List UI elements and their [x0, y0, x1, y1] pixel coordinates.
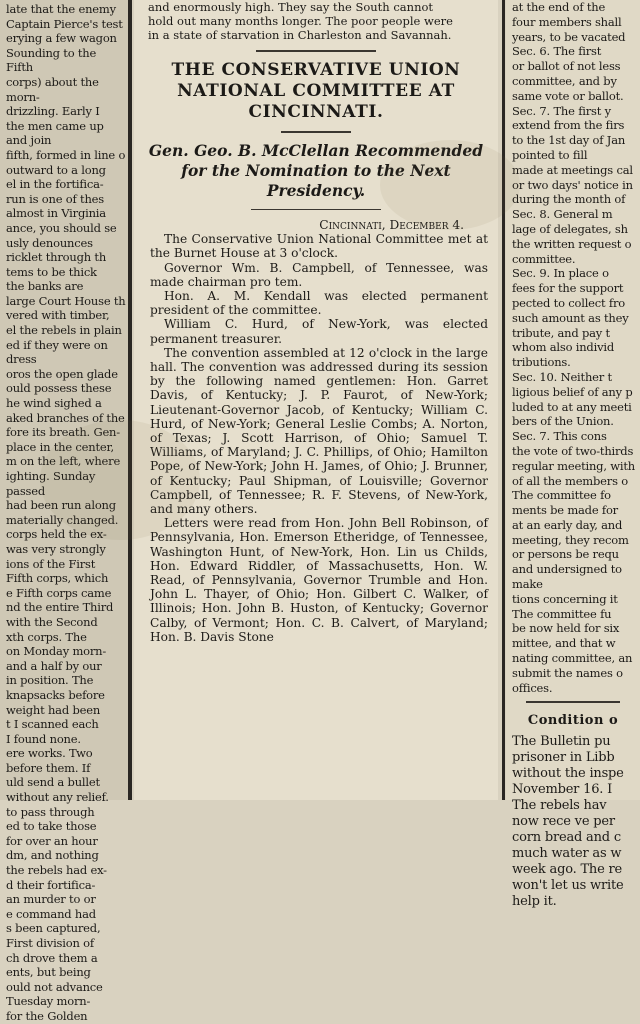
left-column-line: ricklet through th	[6, 250, 107, 265]
left-column-line: e Fifth corps came	[6, 585, 112, 600]
left-column-text	[0, 0, 128, 1024]
article-paragraph: The Conservative Union National Committee met at the Burnet House at 3 o'clock.	[150, 232, 488, 261]
right-column-line: prisoner in Libb	[512, 749, 615, 765]
right-column-line: The rebels hav	[512, 797, 607, 813]
right-column-line: The committee fo	[512, 488, 611, 503]
left-column-line: dm, and nothing	[6, 848, 99, 863]
left-column-line: for the Golden	[6, 1008, 88, 1023]
left-column-line: usly denounces	[6, 235, 93, 250]
left-column-line: he wind sighed a	[6, 396, 102, 411]
right-column-line: or two days' notice in	[512, 177, 633, 192]
left-column-line: with the Second	[6, 614, 98, 629]
left-column-line: ch drove them a	[6, 950, 98, 965]
left-column-line: was very strongly	[6, 541, 106, 556]
left-column-line: knapsacks before	[6, 687, 105, 702]
left-column-line: tems to be thick	[6, 264, 97, 279]
article-paragraph: Hon. A. M. Kendall was elected permanent president of the committee.	[150, 289, 488, 318]
article-paragraph: William C. Hurd, of New-York, was elected permanent treasurer.	[150, 317, 488, 346]
left-column-line: ance, you should se	[6, 220, 117, 235]
article-paragraph: Letters were read from Hon. John Bell Robinson, of Pennsylvania, Hon. Emerson Etheridge, of Tennessee, Washington Hunt, of New-York, Hon. Lin us Childs, Hon. Edward Riddler, of Massachusetts, Hon. W. Read, of Pennsylvania, Governor Trumble and Hon. John L. Thayer, of Ohio; Hon. Gilbert C. Walker, of Illinois; Hon. John B. Huston, of Kentucky; Governor Calby, of Vermont; Hon. C. B. Calvert, of Maryland; Hon. B. Davis Stone	[150, 516, 488, 644]
right-section-heading: Condition o	[527, 712, 619, 728]
right-column-line: fees for the support	[512, 281, 624, 296]
left-column-line: before them. If	[6, 760, 91, 775]
right-column-line: November 16. I	[512, 781, 613, 797]
left-column-line: ould possess these	[6, 381, 112, 396]
right-column-line: corn bread and c	[512, 829, 621, 845]
right-section-rule	[526, 701, 620, 703]
right-column-line: much water as w	[512, 845, 622, 861]
left-column-line: el in the fortifica-	[6, 177, 104, 192]
left-column-line: an murder to or	[6, 892, 96, 907]
right-column-line: meeting, they recom	[512, 532, 629, 547]
main-column	[134, 0, 498, 800]
left-column-line: el the rebels in plain	[6, 323, 122, 338]
left-column-line: ents, but being	[6, 965, 91, 980]
right-column-line: regular meeting, with	[512, 458, 636, 473]
right-column-line: of all the members o	[512, 473, 628, 488]
left-column-line: to pass through	[6, 804, 95, 819]
right-column-line: four members shall	[512, 14, 622, 29]
right-column-line: at the end of the	[512, 0, 606, 14]
left-column-line: e command had	[6, 906, 96, 921]
left-column-line: late that the enemy	[6, 2, 116, 16]
right-column-line: help it.	[512, 893, 557, 909]
article-headline: THE CONSERVATIVE UNION NATIONAL COMMITTEE AT CINCINNATI.	[171, 60, 461, 122]
left-column-line: weight had been	[6, 702, 101, 717]
right-column-line: years, to be vacated	[512, 29, 626, 44]
article-paragraph: The convention assembled at 12 o'clock in the large hall. The convention was addressed during its session by the following named gentlemen: Hon. Garret Davis, of Kentucky; J. P. Faurot, of New-York; Lieutenant-Governor Jacob, of Kentucky; William C. Hurd, of New-York; General Leslie Combs; A. Norton, of Texas; J. Scott Harrison, of Ohio; Samuel T. Williams, of Maryland; J. C. Phillips, of Ohio; Hamilton Pope, of New-York; John H. James, of Ohio; J. Brunner, of Kentucky; Paul Shipman, of Louisville; Governor Campbell, of Tennessee; R. F. Stevens, of New-York, and many others.	[150, 345, 488, 517]
right-column-line: tributions.	[512, 355, 571, 370]
main-top-line: in a state of starvation in Charleston and Savannah.	[148, 28, 452, 42]
right-column-line: and undersigned to make	[512, 562, 622, 592]
article-subheadline: Gen. Geo. B. McClellan Recommended for the Nomination to the Next Presidency.	[148, 140, 484, 200]
left-column-line: almost in Virginia	[6, 206, 106, 221]
right-column-line: Sec. 7. This cons	[512, 429, 607, 444]
right-column-line: during the month of	[512, 192, 626, 207]
article-paragraph: Governor Wm. B. Campbell, of Tennessee, was made chairman pro tem.	[150, 260, 488, 289]
headline-divider	[281, 131, 351, 133]
right-column-line: The committee fu	[512, 606, 612, 621]
right-column-line: ments be made for	[512, 503, 618, 518]
left-column-line: in position. The	[6, 673, 94, 688]
right-column-line: same vote or ballot.	[512, 88, 624, 103]
left-column-line: the banks are	[6, 279, 84, 294]
right-column-line: won't let us write	[512, 877, 624, 893]
left-column	[0, 0, 128, 1023]
right-column-line: luded to at any meeti	[512, 399, 632, 414]
left-column-line: the men came up and join	[6, 118, 104, 148]
left-column-line: corps) about the morn-	[6, 74, 99, 104]
right-column-line: without the inspe	[512, 765, 624, 781]
right-column-line: at an early day, and	[512, 517, 623, 532]
left-column-line: Fifth corps, which	[6, 571, 109, 586]
subheadline-divider	[251, 209, 381, 211]
right-column-line: now rece ve per	[512, 813, 615, 829]
column-rule-right	[502, 0, 505, 800]
left-column-line: ed if they were on dress	[6, 337, 108, 367]
right-column-lower-text	[506, 734, 640, 910]
left-column-line: erying a few wagon	[6, 31, 117, 46]
left-column-line: Sounding to the Fifth	[6, 45, 97, 75]
right-column-line: week ago. The re	[512, 861, 623, 877]
main-top-line: hold out many months longer. The poor people were	[148, 14, 453, 28]
right-column-line: to the 1st day of Jan	[512, 133, 626, 148]
right-column-line: pointed to fill	[512, 147, 588, 162]
right-column-line: lage of delegates, sh	[512, 221, 628, 236]
left-column-line: ighting. Sunday passed	[6, 469, 96, 498]
right-column-line: ligious belief of any p	[512, 384, 633, 399]
right-column-line: Sec. 6. The first	[512, 44, 602, 59]
left-column-line: the rebels had ex-	[6, 863, 107, 878]
right-column-line: Sec. 8. General m	[512, 207, 613, 222]
headline-divider-top	[256, 50, 376, 52]
right-column-line: Sec. 10. Neither t	[512, 369, 612, 384]
right-column-upper-text	[506, 0, 640, 695]
left-column-line: ould not advance	[6, 979, 103, 994]
left-column-line: t I scanned each	[6, 717, 99, 732]
article-body	[134, 218, 498, 644]
left-column-line: s been captured,	[6, 921, 101, 936]
right-column-line: offices.	[512, 680, 553, 695]
left-column-line: I found none.	[6, 731, 81, 746]
right-column-line: nating committee, an	[512, 651, 633, 666]
right-column-line: or ballot of not less	[512, 59, 621, 74]
left-column-line: Tuesday morn-	[6, 994, 91, 1009]
left-column-line: for over an hour	[6, 833, 98, 848]
left-column-line: aked branches of the	[6, 410, 125, 425]
right-column-line: or persons be requ	[512, 547, 619, 562]
main-top-lines	[134, 0, 498, 42]
left-column-line: m on the left, where	[6, 454, 121, 469]
right-column-line: tions concerning it	[512, 591, 618, 606]
left-column-line: had been run along	[6, 498, 116, 513]
right-column-line: submit the names o	[512, 665, 623, 680]
left-column-line: fore its breath. Gen-	[6, 425, 120, 440]
right-column-line: mittee, and that w	[512, 636, 616, 651]
left-column-line: nd the entire Third	[6, 600, 114, 615]
left-column-line: ed to take those	[6, 819, 97, 834]
left-column-line: drizzling. Early I	[6, 104, 100, 119]
right-column-line: bers of the Union.	[512, 414, 614, 429]
left-column-line: uld send a bullet	[6, 775, 100, 790]
left-column-line: without any relief.	[6, 790, 109, 805]
right-column-line: The Bulletin pu	[512, 733, 611, 749]
right-column-line: whom also individ	[512, 340, 615, 355]
main-top-line: and enormously high. They say the South cannot	[148, 0, 434, 14]
left-column-line: vered with timber,	[6, 308, 110, 323]
right-column-line: extend from the firs	[512, 118, 625, 133]
right-column-line: committee.	[512, 251, 576, 266]
left-column-line: run is one of thes	[6, 191, 104, 206]
right-column-line: made at meetings cal	[512, 162, 633, 177]
left-column-line: d their fortifica-	[6, 877, 96, 892]
left-column-line: First division of	[6, 936, 94, 950]
left-column-line: and a half by our	[6, 658, 102, 673]
right-column-line: the vote of two-thirds	[512, 443, 634, 458]
right-column-line: tribute, and pay t	[512, 325, 610, 340]
left-column-line: outward to a long	[6, 162, 106, 177]
left-column-line: on Monday morn-	[6, 644, 107, 659]
right-column-line: be now held for six	[512, 621, 620, 636]
article-dateline: Cincinnati, December 4.	[319, 218, 464, 232]
column-rule-left	[128, 0, 132, 800]
right-column-line: pected to collect fro	[512, 295, 625, 310]
left-column-line: materially changed.	[6, 512, 119, 527]
left-column-line: oros the open glade	[6, 366, 118, 381]
left-column-line: xth corps. The	[6, 629, 87, 644]
left-column-line: large Court House th	[6, 293, 126, 308]
right-column	[506, 0, 640, 909]
left-column-line: fifth, formed in line o	[6, 147, 126, 162]
right-column-line: Sec. 7. The first y	[512, 103, 611, 118]
left-column-line: ere works. Two	[6, 746, 93, 761]
left-column-line: corps held the ex-	[6, 527, 107, 542]
left-column-line: ions of the First	[6, 556, 96, 571]
right-column-line: committee, and by	[512, 73, 617, 88]
right-column-line: such amount as they	[512, 310, 629, 325]
right-column-line: Sec. 9. In place o	[512, 266, 609, 281]
left-column-line: Captain Pierce's test	[6, 16, 123, 31]
right-column-line: the written request o	[512, 236, 632, 251]
left-column-line: place in the center,	[6, 439, 114, 454]
